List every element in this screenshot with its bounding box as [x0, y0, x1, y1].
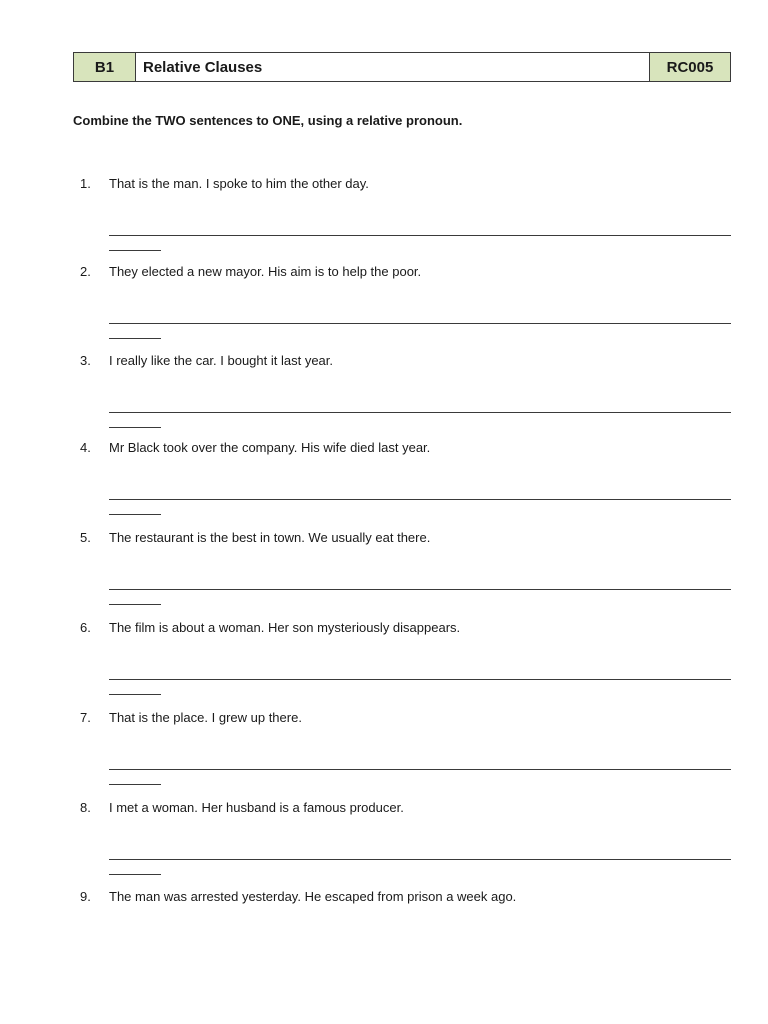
answer-line[interactable] — [109, 398, 731, 413]
item-number: 5. — [80, 530, 91, 545]
item-sentence: That is the place. I grew up there. — [109, 710, 302, 725]
worksheet-code: RC005 — [650, 53, 730, 81]
answer-line-continuation[interactable] — [109, 514, 161, 515]
exercise-item-4 — [80, 440, 731, 515]
exercise-item-7 — [80, 710, 731, 785]
exercise-item-8 — [80, 800, 731, 875]
exercise-item-2 — [80, 264, 731, 339]
exercise-item-3 — [80, 353, 731, 428]
item-number: 8. — [80, 800, 91, 815]
answer-line-continuation[interactable] — [109, 784, 161, 785]
answer-line[interactable] — [109, 755, 731, 770]
answer-line-continuation[interactable] — [109, 250, 161, 251]
instruction-text: Combine the TWO sentences to ONE, using a relative pronoun. — [73, 113, 463, 128]
answer-line[interactable] — [109, 309, 731, 324]
item-sentence: They elected a new mayor. His aim is to help the poor. — [109, 264, 422, 279]
item-number: 4. — [80, 440, 91, 455]
item-sentence: That is the man. I spoke to him the other day. — [109, 176, 369, 191]
item-sentence: Mr Black took over the company. His wife died last year. — [109, 440, 431, 455]
answer-line[interactable] — [109, 485, 731, 500]
level-cell: B1 — [74, 53, 136, 81]
item-number: 9. — [80, 889, 91, 904]
answer-line-continuation[interactable] — [109, 338, 161, 339]
item-sentence: The man was arrested yesterday. He escaped from prison a week ago. — [109, 889, 517, 904]
answer-line-continuation[interactable] — [109, 427, 161, 428]
item-sentence: The restaurant is the best in town. We usually eat there. — [109, 530, 431, 545]
answer-line[interactable] — [109, 665, 731, 680]
item-number: 3. — [80, 353, 91, 368]
answer-line[interactable] — [109, 845, 731, 860]
worksheet-header — [73, 52, 731, 82]
item-sentence: I met a woman. Her husband is a famous producer. — [109, 800, 404, 815]
item-number: 2. — [80, 264, 91, 279]
exercise-item-9 — [80, 889, 731, 905]
item-number: 6. — [80, 620, 91, 635]
answer-line-continuation[interactable] — [109, 604, 161, 605]
answer-line[interactable] — [109, 221, 731, 236]
item-number: 7. — [80, 710, 91, 725]
item-number: 1. — [80, 176, 91, 191]
exercise-item-5 — [80, 530, 731, 605]
exercise-item-1 — [80, 176, 731, 251]
item-sentence: The film is about a woman. Her son mysteriously disappears. — [109, 620, 461, 635]
answer-line-continuation[interactable] — [109, 874, 161, 875]
exercise-item-6 — [80, 620, 731, 695]
answer-line-continuation[interactable] — [109, 694, 161, 695]
item-sentence: I really like the car. I bought it last year. — [109, 353, 334, 368]
answer-line[interactable] — [109, 575, 731, 590]
worksheet-title: Relative Clauses — [136, 53, 650, 81]
